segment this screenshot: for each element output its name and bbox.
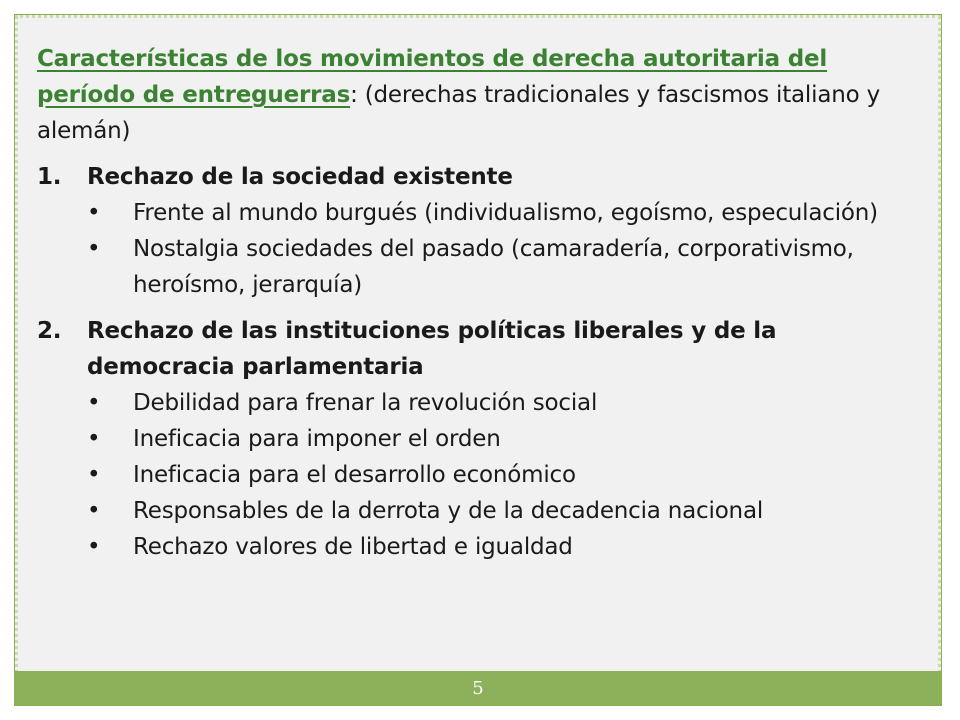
bullet-item — [87, 195, 917, 231]
bullet-item — [87, 421, 917, 457]
item-title: Rechazo de la sociedad existente — [87, 164, 513, 190]
heading-subtitle: : (derechas tradicionales y fascismos italiano y alemán) — [37, 82, 880, 144]
bullet-icon: • — [87, 426, 101, 452]
bullet-text: Ineficacia para el desarrollo económico — [133, 462, 576, 488]
bullet-item — [87, 493, 917, 529]
slide — [14, 14, 942, 706]
bullet-text: Ineficacia para imponer el orden — [133, 426, 501, 452]
bullet-text: Rechazo valores de libertad e igualdad — [133, 534, 573, 560]
bullet-item — [87, 457, 917, 493]
page-number: 5 — [472, 677, 484, 699]
item-number: 1. — [37, 164, 62, 190]
bullet-text: Nostalgia sociedades del pasado (camaradería, corporativismo, heroísmo, jerarquía) — [133, 236, 854, 298]
list-item-1 — [37, 159, 917, 303]
bullet-icon: • — [87, 200, 101, 226]
bullet-icon: • — [87, 390, 101, 416]
bullet-item — [87, 529, 917, 565]
bullet-text: Responsables de la derrota y de la decadencia nacional — [133, 498, 764, 524]
bullet-list — [87, 195, 917, 303]
heading-title: Características de los movimientos de derecha autoritaria del período de entreguerras — [37, 46, 828, 108]
bullet-icon: • — [87, 236, 101, 262]
bullet-icon: • — [87, 534, 101, 560]
bullet-text: Debilidad para frenar la revolución social — [133, 390, 598, 416]
bullet-icon: • — [87, 462, 101, 488]
footer-bar — [15, 671, 941, 705]
slide-content — [37, 41, 917, 565]
bullet-item — [87, 385, 917, 421]
bullet-list — [87, 385, 917, 565]
bullet-icon: • — [87, 498, 101, 524]
item-number: 2. — [37, 318, 62, 344]
list-item-2 — [37, 313, 917, 565]
item-title: Rechazo de las instituciones políticas liberales y de la democracia parlamentaria — [87, 318, 777, 380]
bullet-text: Frente al mundo burgués (individualismo, egoísmo, especulación) — [133, 200, 878, 226]
bullet-item — [87, 231, 917, 303]
slide-heading — [37, 41, 917, 149]
